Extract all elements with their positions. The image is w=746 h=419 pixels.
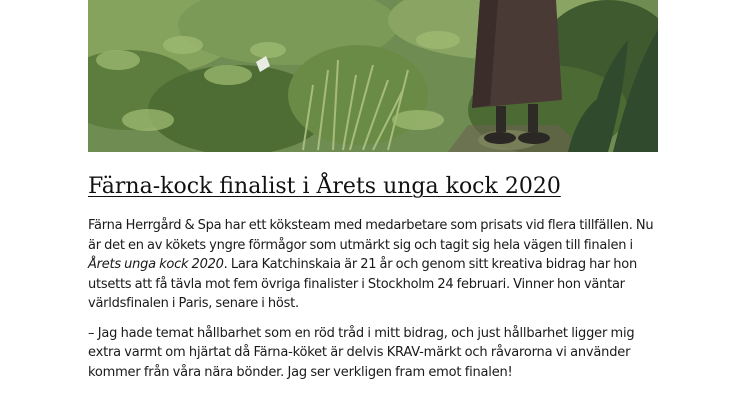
article-paragraph-quote: – Jag hade temat hållbarhet som en röd tråd i mitt bidrag, och just hållbarhet ligger mig extra varmt om hjärtat då Färna-köket är delvis KRAV-märkt och råvarorna vi använder kommer från våra nära bönder. Jag ser verkligen fram emot finalen! (88, 325, 635, 380)
article-paragraph-intro (88, 216, 668, 314)
garden-photo (88, 0, 658, 152)
article-body (88, 216, 668, 392)
article-title[interactable]: Färna-kock finalist i Årets unga kock 2020 (88, 174, 561, 199)
intro-text-end: . Lara Katchinskaia är 21 år och genom sitt kreativa bidrag har hon utsetts att få tävla mot fem övriga finalister i Stockholm 24 februari. Vinner hon väntar världsfinalen i Paris, senare i höst. (88, 257, 637, 311)
intro-text-start: Färna Herrgård & Spa har ett köksteam med medarbetare som prisats vid flera tillfällen. Nu är det en av kökets yngre förmågor som utmärkt sig och tagit sig hela vägen till finalen i (88, 218, 654, 253)
competition-name: Årets unga kock 2020 (88, 257, 224, 272)
garden-photo-illustration (88, 0, 658, 152)
